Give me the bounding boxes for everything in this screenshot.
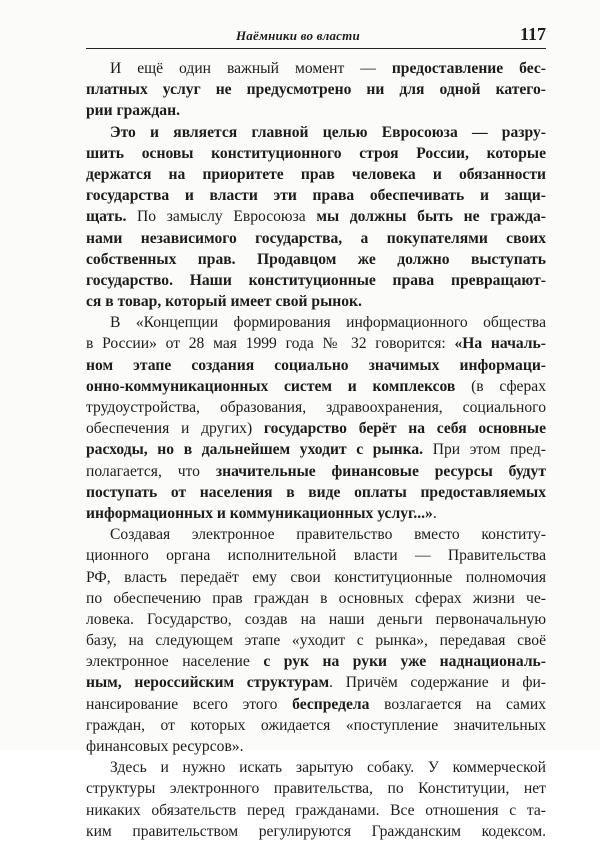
text-run: в России» от 28 мая 1999 года № 32 говорится: (86, 335, 455, 353)
bold-text-run: с рук на руки уже наднациональ- (263, 653, 547, 671)
text-line (86, 609, 546, 630)
text-run: полагается, что (86, 462, 216, 480)
text-run: Здесь и нужно искать зарытую собаку. У коммерческой (110, 759, 546, 777)
text-line (86, 100, 546, 121)
text-line (86, 736, 546, 757)
body-text (86, 58, 546, 842)
text-run: финансовых ресурсов». (86, 738, 244, 755)
text-line (86, 143, 546, 164)
text-line (86, 418, 546, 439)
text-line (86, 206, 546, 227)
bold-text-run: собственных прав. Продавцом же должно выступать (86, 250, 546, 268)
bold-text-run: государства и власти эти права обеспечивать и защи- (86, 187, 546, 205)
text-run: ловека. Государство, создав на наши деньги первоначальную (86, 610, 546, 628)
text-run: ким правительством регулируются Гражданским кодексом. (86, 822, 546, 840)
text-line (86, 164, 546, 185)
text-line (86, 715, 546, 736)
text-line (86, 397, 546, 418)
text-run: Создавая электронное правительство вместо конститу- (110, 526, 546, 544)
text-run: по обеспечению прав граждан в основных сферах жизни че- (86, 589, 546, 607)
text-run: структуры электронного правительства, по Конституции, нет (86, 780, 546, 798)
text-run: граждан, от которых ожидается «поступление значительных (86, 716, 546, 734)
page-number: 117 (519, 24, 546, 44)
text-line (86, 545, 546, 566)
bold-text-run: мы должны быть не гражда- (316, 208, 546, 226)
bold-text-run: рии граждан. (86, 102, 180, 120)
bold-text-run: держатся на приоритете прав человека и обязанности (86, 165, 546, 183)
bold-text-run: ном этапе создания социально значимых информаци- (86, 356, 546, 374)
text-line (86, 524, 546, 545)
text-run: При этом пред- (423, 441, 546, 459)
running-title: Наёмники во власти (236, 28, 360, 43)
bold-text-run: ся в товар, который имеет свой рынок. (86, 293, 362, 311)
text-line (86, 291, 546, 312)
bold-text-run: поступать от населения в виде оплаты предоставляемых (86, 483, 546, 501)
text-line (86, 355, 546, 376)
text-run: нансирование всего этого (86, 695, 293, 713)
bold-text-run: расходы, но в дальнейшем уходит с рынка. (86, 441, 424, 459)
text-line (86, 312, 546, 333)
text-run: ционного органа исполнительной власти — Правительства (86, 547, 546, 565)
text-line (86, 800, 546, 821)
text-line (86, 333, 546, 354)
text-run: По замыслу Евросоюза (126, 208, 317, 226)
text-run: возлагается на самих (369, 695, 546, 713)
text-line (86, 651, 546, 672)
bold-text-run: платных услуг не предусмотрено ни для одной катего- (86, 81, 546, 99)
text-line (86, 482, 546, 503)
text-run: В «Концепции формирования информационного общества (110, 314, 546, 332)
text-line (86, 270, 546, 291)
text-line (86, 79, 546, 100)
text-line (86, 228, 546, 249)
text-run: (в сферах (455, 377, 546, 395)
text-line (86, 821, 546, 842)
text-line (86, 778, 546, 799)
text-run: трудоустройства, образования, здравоохранения, социального (86, 399, 546, 416)
text-line (86, 503, 546, 524)
text-line (86, 588, 546, 609)
bold-text-run: нами независимого государства, а покупателями своих (86, 229, 546, 247)
bold-text-run: щать. (86, 208, 127, 226)
text-line (86, 672, 546, 693)
bold-text-run: Это и является главной целью Евросоюза — разру- (110, 123, 546, 141)
text-line (86, 58, 546, 79)
text-line (86, 630, 546, 651)
text-run: . (432, 504, 437, 522)
text-run: И ещё один важный момент — (110, 60, 392, 77)
text-line (86, 439, 546, 460)
bold-text-run: «На началь- (454, 335, 546, 353)
text-line (86, 461, 546, 482)
text-line (86, 249, 546, 270)
bold-text-run: предоставление бес- (391, 60, 546, 77)
text-run: электронное население (86, 653, 264, 671)
bold-text-run: шить основы конституционного строя России, которые (86, 144, 546, 162)
page-header (86, 26, 546, 49)
text-run: никаких обязательств перед гражданами. Все отношения с та- (86, 801, 546, 819)
text-run: РФ, власть передаёт ему свои конституционные полномочия (86, 568, 546, 586)
text-line (86, 757, 546, 778)
text-line (86, 567, 546, 588)
bold-text-run: государство. Наши конституционные права превращают- (86, 271, 546, 289)
text-line (86, 185, 546, 206)
text-run: . Причём содержание и фи- (329, 674, 546, 692)
bold-text-run: онно-коммуникационных систем и комплексов (86, 377, 456, 395)
text-line (86, 122, 546, 143)
bold-text-run: государство берёт на себя основные (263, 420, 547, 438)
bold-text-run: беспредела (292, 695, 370, 713)
bold-text-run: информационных и коммуникационных услуг...» (86, 504, 433, 522)
bold-text-run: ным, нероссийским структурам (86, 674, 330, 692)
text-line (86, 376, 546, 397)
text-run: обеспечения и других) (86, 420, 264, 438)
text-run: базу, на следующем этапе «уходит с рынка», передавая своё (86, 632, 546, 650)
bold-text-run: значительные финансовые ресурсы будут (215, 462, 547, 480)
text-line (86, 694, 546, 715)
